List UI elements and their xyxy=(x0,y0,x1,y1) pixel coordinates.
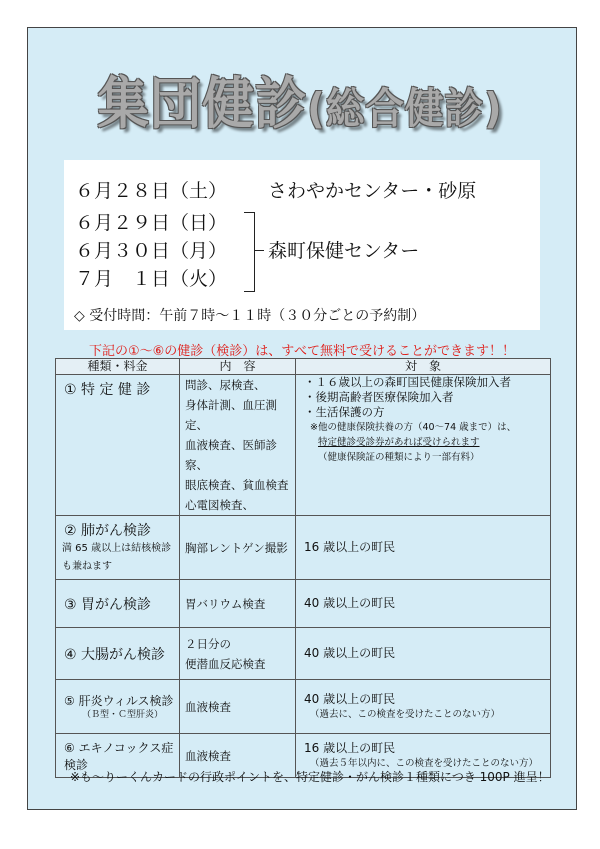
content-item: 胸部レントゲン撮影 xyxy=(185,540,288,555)
schedule-place-1: さわやかセンター・砂原 xyxy=(268,180,477,202)
checkup-sub: （Ｂ型・Ｃ型肝炎） xyxy=(82,709,164,720)
checkup-name: ⑤ 肝炎ウィルス検診 xyxy=(64,693,174,708)
point-footnote: ※も～りーくんカードの行政ポイントを、特定健診・がん検診１種類につき 100P 進呈！ xyxy=(70,770,550,784)
checkup-sub: 満 65 歳以上は結核検診も兼ねます xyxy=(62,543,172,572)
header-target: 対 象 xyxy=(296,359,551,375)
target-item: 40 歳以上の町民 xyxy=(304,646,396,660)
content-item: 胃バリウム検査 xyxy=(185,596,266,611)
schedule-place-2: 森町保健センター xyxy=(268,240,420,262)
target-item: ・生活保護の方 xyxy=(304,405,385,419)
table-row xyxy=(56,375,551,516)
table-row xyxy=(56,516,551,580)
target-note: （過去５年以内に、この検査を受けたことのない方） xyxy=(310,757,539,769)
title-paren: (総合健診) xyxy=(307,84,503,133)
target-item: 16 歳以上の町民 xyxy=(304,540,396,554)
content-item: ２日分の xyxy=(185,636,231,651)
checkup-name: ④ 大腸がん検診 xyxy=(64,646,166,663)
target-item: ・後期高齢者医療保険加入者 xyxy=(304,390,454,404)
checkup-name: ① 特 定 健 診 xyxy=(64,382,151,398)
schedule-date-3: ６月３０日（月） xyxy=(75,240,228,262)
content-item: 便潜血反応検査 xyxy=(185,656,266,671)
target-item: ・１６歳以上の森町国民健康保険加入者 xyxy=(304,375,511,389)
content-item: 眼底検査、貧血検査 xyxy=(185,478,289,492)
schedule-bracket xyxy=(244,212,255,292)
reception-hours: ◇ 受付時間：午前７時～１１時（３０分ごとの予約制） xyxy=(74,308,426,324)
content-item: 身体計測、血圧測定、 xyxy=(185,398,277,432)
free-notice: 下記の①～⑥の健診（検診）は、すべて無料で受けることができます！！ xyxy=(88,344,516,359)
checkup-name: ② 肺がん検診 xyxy=(64,523,152,539)
content-item: 血液検査 xyxy=(185,748,231,763)
table-header-row xyxy=(56,359,551,375)
content-item: 心電図検査、 xyxy=(185,498,254,512)
checkup-name: ③ 胃がん検診 xyxy=(64,596,152,613)
table-row xyxy=(56,580,551,628)
content-item: 問診、尿検査、 xyxy=(185,378,266,392)
page-title xyxy=(24,60,576,140)
target-note: 特定健診受診券があれば受けられます xyxy=(318,437,480,448)
header-type: 種類・料金 xyxy=(56,359,180,375)
target-note: （健康保険証の種類により一部有料） xyxy=(318,452,480,463)
title-main: 集団健診 xyxy=(97,72,308,137)
target-item: 40 歳以上の町民 xyxy=(304,596,396,610)
schedule-bracket-tick xyxy=(254,250,264,251)
target-item: 16 歳以上の町民 xyxy=(304,740,396,755)
schedule-date-1: ６月２８日（土） xyxy=(75,180,228,202)
content-item: 血液検査 xyxy=(185,699,231,714)
checkup-table xyxy=(55,358,551,778)
schedule-date-2: ６月２９日（日） xyxy=(75,212,228,234)
header-content: 内 容 xyxy=(180,359,296,375)
table-row xyxy=(56,628,551,680)
target-item: 40 歳以上の町民 xyxy=(304,691,396,706)
table-row xyxy=(56,680,551,734)
target-note: ※他の健康保険扶養の方（40～74 歳まで）は、 xyxy=(310,422,517,433)
checkup-name: ⑥ エキノコックス症検診 xyxy=(64,740,174,772)
content-item: 血液検査、医師診察、 xyxy=(185,438,277,472)
schedule-date-4: ７月 １日（火） xyxy=(75,268,228,290)
target-note: （過去に、この検査を受けたことのない方） xyxy=(310,708,501,720)
